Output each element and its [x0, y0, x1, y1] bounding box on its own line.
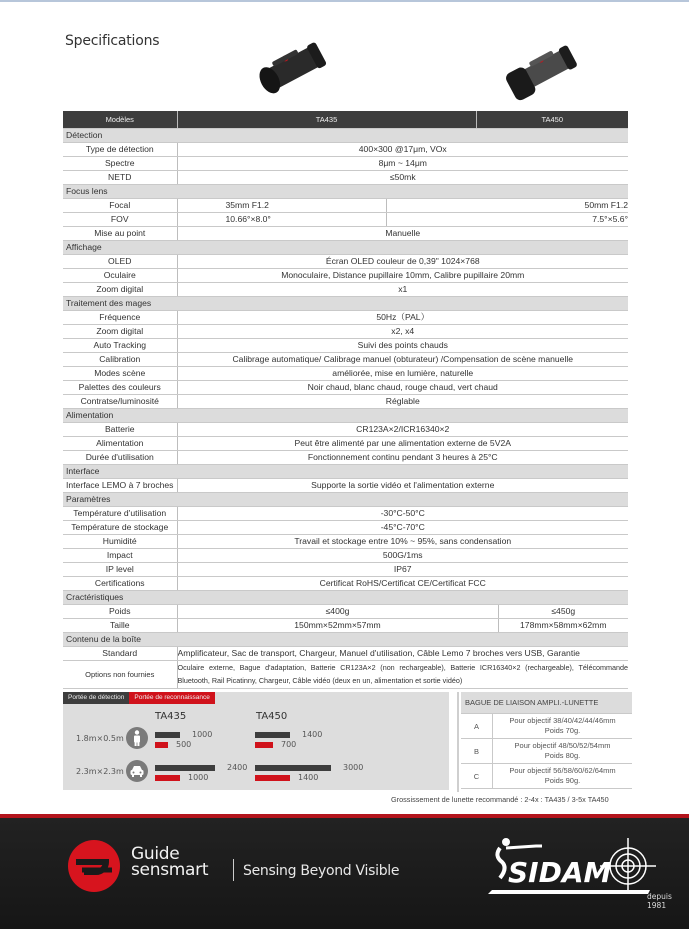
row-label: Options non fournies [63, 660, 177, 688]
ta435-value: ≤400g [178, 605, 499, 618]
divider [457, 692, 459, 792]
row-value: 8μm ~ 14μm [177, 156, 628, 170]
ring-letter: B [461, 739, 493, 763]
row-value: Réglable [177, 394, 628, 408]
table-row [461, 764, 632, 789]
table-row [63, 142, 628, 156]
ta435-recognition-value: 1000 [188, 773, 209, 782]
ta435-recognition-bar [155, 775, 180, 781]
brand-tagline: Sensing Beyond Visible [243, 863, 400, 879]
header-ta435: TA435 [177, 111, 476, 128]
row-value: Suivi des points chauds [177, 338, 628, 352]
target-size-person: 1.8m×0.5m [76, 734, 124, 743]
row-value: Noir chaud, blanc chaud, rouge chaud, vert chaud [177, 380, 628, 394]
table-row [63, 254, 628, 268]
section-characteristics: Cractéristiques [63, 590, 628, 604]
ta435-detection-bar [155, 732, 180, 738]
row-value: 500G/1ms [177, 548, 628, 562]
table-row [63, 562, 628, 576]
ta450-detection-bar [255, 765, 331, 771]
row-label: Standard [63, 646, 177, 660]
row-value: CR123A×2/ICR16340×2 [177, 422, 628, 436]
range-model-ta450: TA450 [256, 711, 288, 722]
row-label: Durée d'utilisation [63, 450, 177, 464]
row-label: OLED [63, 254, 177, 268]
row-value: Travail et stockage entre 10% ~ 95%, sans condensation [177, 534, 628, 548]
row-label: Oculaire [63, 268, 177, 282]
row-label: Taille [63, 618, 177, 632]
ta450-recognition-value: 1400 [298, 773, 319, 782]
row-label: Palettes des couleurs [63, 380, 177, 394]
row-value: Supporte la sortie vidéo et l'alimentation externe [177, 478, 628, 492]
header-models: Modèles [63, 111, 177, 128]
table-row [461, 739, 632, 764]
brand-name: Guide sensmart [131, 844, 209, 880]
ta435-recognition-bar [155, 742, 168, 748]
ta435-detection-bar [155, 765, 215, 771]
row-label: Zoom digital [63, 282, 177, 296]
ring-desc: Pour objectif 38/40/42/44/46mm [509, 716, 616, 725]
table-row [63, 450, 628, 464]
row-label: Batterie [63, 422, 177, 436]
recommendation-note: Grossissement de lunette recommandé : 2-4x : TA435 / 3-5x TA450 [391, 795, 609, 804]
ta450-detection-value: 3000 [343, 763, 364, 772]
table-row [63, 576, 628, 590]
table-row [63, 548, 628, 562]
person-icon [126, 727, 148, 749]
table-row [63, 380, 628, 394]
ta450-value: 7.5°×5.6° [386, 212, 628, 226]
table-row [63, 478, 628, 492]
row-label: FOV [63, 212, 177, 226]
table-row [63, 170, 628, 184]
ta435-value: 10.66°×8.0° [177, 212, 386, 226]
ring-letter: C [461, 764, 493, 788]
row-label: Poids [63, 604, 177, 618]
table-row [63, 436, 628, 450]
section-params: Paramètres [63, 492, 628, 506]
table-row [63, 268, 628, 282]
brand-separator [233, 859, 234, 881]
row-label: NETD [63, 170, 177, 184]
row-value: IP67 [177, 562, 628, 576]
table-row [461, 714, 632, 739]
section-processing: Traitement des mages [63, 296, 628, 310]
section-display: Affichage [63, 240, 628, 254]
row-value: Écran OLED couleur de 0,39" 1024×768 [177, 254, 628, 268]
row-label: Température de stockage [63, 520, 177, 534]
section-focus: Focus lens [63, 184, 628, 198]
ta435-detection-value: 2400 [227, 763, 248, 772]
guide-sensmart-logo-icon [66, 838, 122, 899]
header-ta450: TA450 [476, 111, 628, 128]
ta435-detection-value: 1000 [192, 730, 213, 739]
adapter-ring-title: BAGUE DE LIAISON AMPLI.-LUNETTE [461, 692, 632, 714]
table-row [63, 646, 628, 660]
ta435-recognition-value: 500 [176, 740, 192, 749]
row-value: -45°C-70°C [177, 520, 628, 534]
table-row [63, 226, 628, 240]
row-label: Calibration [63, 352, 177, 366]
table-row [63, 618, 628, 632]
table-row [63, 604, 628, 618]
ring-letter: A [461, 714, 493, 738]
ring-desc: Pour objectif 56/58/60/62/64mm [509, 766, 616, 775]
row-label: Fréquence [63, 310, 177, 324]
row-value: x2, x4 [177, 324, 628, 338]
table-row [63, 660, 628, 688]
table-row [63, 310, 628, 324]
row-value: -30°C-50°C [177, 506, 628, 520]
legend-recognition: Portée de reconnaissance [129, 692, 215, 704]
row-label: IP level [63, 562, 177, 576]
ring-weight: Poids 90g. [544, 776, 581, 785]
section-detection: Détection [63, 128, 628, 142]
table-row [63, 352, 628, 366]
spec-table [63, 111, 628, 689]
row-value: Peut être alimenté par une alimentation externe de 5V2A [177, 436, 628, 450]
row-value: Fonctionnement continu pendant 3 heures à 25°C [177, 450, 628, 464]
row-label: Interface LEMO à 7 broches [63, 478, 177, 492]
table-row [63, 394, 628, 408]
ta450-detection-bar [255, 732, 290, 738]
sidam-since: depuis 1981 [647, 892, 672, 910]
ta450-recognition-value: 700 [281, 740, 297, 749]
ta450-value: 50mm F1.2 [386, 198, 628, 212]
ta450-product-image [505, 38, 585, 106]
row-label: Type de détection [63, 142, 177, 156]
ta435-value: 150mm×52mm×57mm [178, 619, 499, 632]
ring-weight: Poids 80g. [544, 751, 581, 760]
row-label: Certifications [63, 576, 177, 590]
row-value: Amplificateur, Sac de transport, Chargeur, Manuel d'utilisation, Câble Lemo 7 broches vers USB, Garantie [177, 646, 628, 660]
row-label: Alimentation [63, 436, 177, 450]
ta435-value: 35mm F1.2 [177, 198, 386, 212]
row-value: Certificat RoHS/Certificat CE/Certificat FCC [177, 576, 628, 590]
range-legend [63, 692, 215, 704]
row-label: Spectre [63, 156, 177, 170]
table-header [63, 111, 628, 128]
row-value: 400×300 @17μm, VOx [177, 142, 628, 156]
table-row [63, 212, 628, 226]
table-row [63, 324, 628, 338]
table-row [63, 506, 628, 520]
row-label: Impact [63, 548, 177, 562]
car-icon [126, 760, 148, 782]
table-row [63, 422, 628, 436]
row-value: Manuelle [177, 226, 628, 240]
row-label: Modes scène [63, 366, 177, 380]
range-model-ta435: TA435 [155, 711, 187, 722]
ta450-value: 178mm×58mm×62mm [520, 619, 607, 630]
ring-desc: Pour objectif 48/50/52/54mm [514, 741, 611, 750]
row-label: Contratse/luminosité [63, 394, 177, 408]
page-title: Specifications [65, 33, 160, 49]
row-label: Mise au point [63, 226, 177, 240]
row-value: Oculaire externe, Bague d'adaptation, Batterie CR123A×2 (non rechargeable), Batterie ICR16340×2 (rechargeable), Télécommande Bluetooth, Rail Picatinny, Chargeur, Câble vidéo (deux en un, alimentation et sortie vidéo) [177, 660, 628, 688]
row-value: x1 [177, 282, 628, 296]
row-label: Température d'utilisation [63, 506, 177, 520]
adapter-ring-table [461, 692, 632, 789]
legend-detection: Portée de détection [63, 692, 129, 704]
section-power: Alimentation [63, 408, 628, 422]
table-row [63, 338, 628, 352]
row-label: Focal [63, 198, 177, 212]
row-value: ≤50mk [177, 170, 628, 184]
ta450-value: ≤450g [551, 605, 576, 616]
table-row [63, 366, 628, 380]
ta435-product-image [255, 38, 335, 98]
sidam-logo [478, 834, 668, 909]
ta450-detection-value: 1400 [302, 730, 323, 739]
row-value: améliorée, mise en lumière, naturelle [177, 366, 628, 380]
section-box: Contenu de la boîte [63, 632, 628, 646]
sidam-text: SIDAM [508, 856, 612, 889]
ta450-recognition-bar [255, 742, 273, 748]
table-row [63, 282, 628, 296]
table-row [63, 520, 628, 534]
row-value: Monoculaire, Distance pupillaire 10mm, Calibre pupillaire 20mm [177, 268, 628, 282]
target-size-car: 2.3m×2.3m [76, 767, 124, 776]
table-row [63, 198, 628, 212]
row-label: Zoom digital [63, 324, 177, 338]
ta450-recognition-bar [255, 775, 290, 781]
section-interface: Interface [63, 464, 628, 478]
table-row [63, 534, 628, 548]
row-label: Auto Tracking [63, 338, 177, 352]
table-row [63, 156, 628, 170]
top-border [0, 0, 689, 2]
ring-weight: Poids 70g. [544, 726, 581, 735]
row-label: Humidité [63, 534, 177, 548]
row-value: Calibrage automatique/ Calibrage manuel (obturateur) /Compensation de scène manuelle [177, 352, 628, 366]
row-value: 50Hz（PAL） [177, 310, 628, 324]
